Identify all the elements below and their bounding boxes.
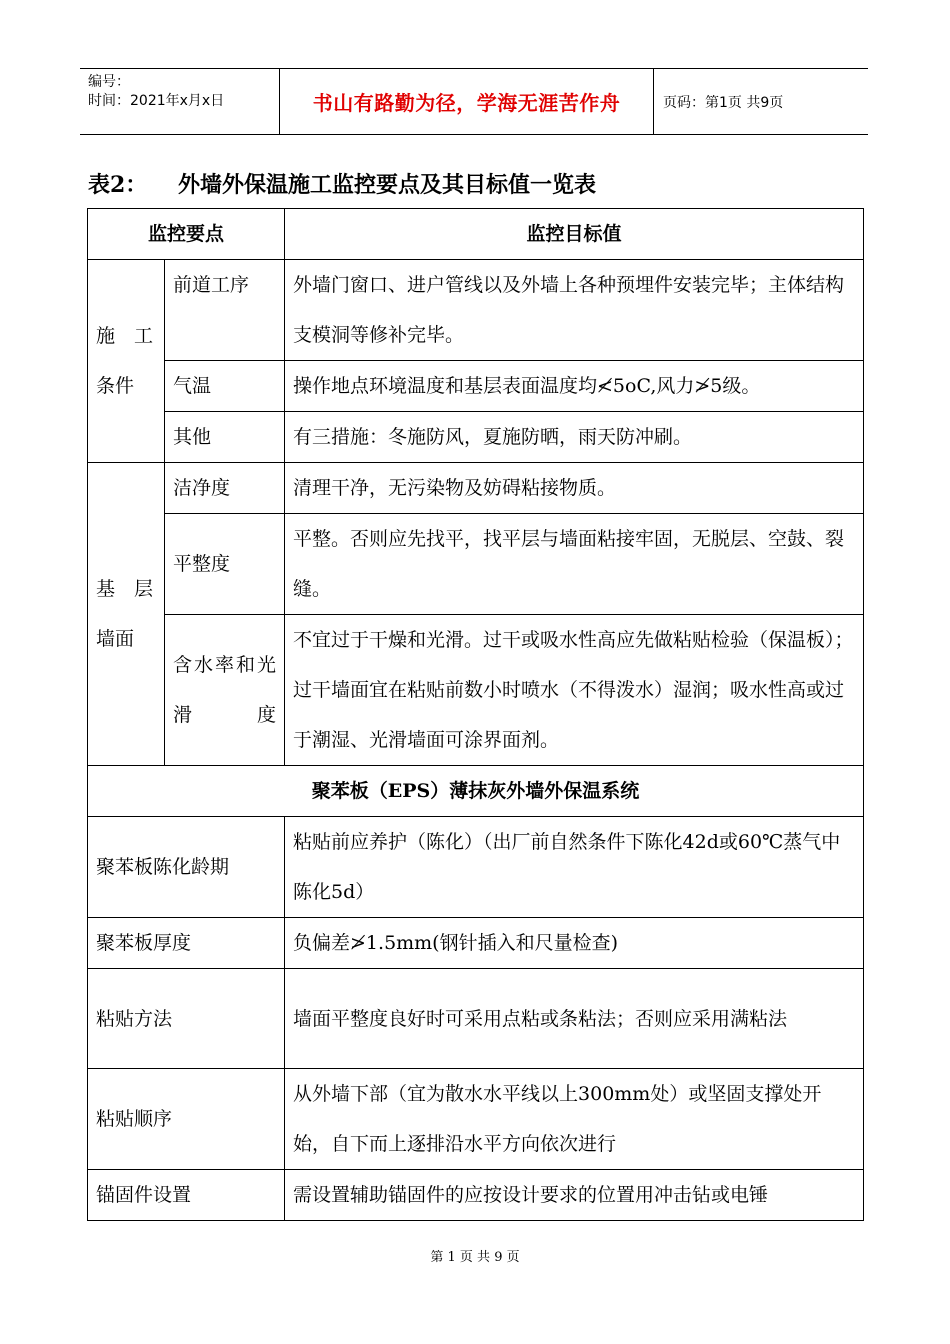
row-label-flatness: 平整度 <box>165 514 285 615</box>
row-label-anchor: 锚固件设置 <box>88 1170 285 1221</box>
row-value-temperature: 操作地点环境温度和基层表面温度均≮5oC,风力≯5级。 <box>285 361 864 412</box>
header-page-info: 页码：第1页 共9页 <box>663 94 784 111</box>
table-row <box>88 1170 864 1221</box>
col-header-target: 监控目标值 <box>285 209 864 260</box>
group-base-wall: 基 层墙面 <box>88 463 165 766</box>
header-meta <box>80 69 280 134</box>
table-row <box>88 361 864 412</box>
row-value-other: 有三措施：冬施防风，夏施防晒，雨天防冲刷。 <box>285 412 864 463</box>
table-row <box>88 412 864 463</box>
page-footer: 第 1 页 共 9 页 <box>430 1250 520 1265</box>
row-label-prev-process: 前道工序 <box>165 260 285 361</box>
row-label-aging: 聚苯板陈化龄期 <box>88 817 285 918</box>
row-label-temperature: 气温 <box>165 361 285 412</box>
doc-date-label: 时间：2021年x月x日 <box>88 93 225 109</box>
doc-number-label: 编号： <box>88 74 130 90</box>
table-row <box>88 969 864 1069</box>
row-value-anchor: 需设置辅助锚固件的应按设计要求的位置用冲击钻或电锤 <box>285 1170 864 1221</box>
table-row <box>88 615 864 766</box>
row-value-prev-process: 外墙门窗口、进户管线以及外墙上各种预埋件安装完毕；主体结构支模洞等修补完毕。 <box>285 260 864 361</box>
table-header-row <box>88 209 864 260</box>
table-row <box>88 260 864 361</box>
row-value-thickness: 负偏差≯1.5mm(钢针插入和尺量检查) <box>285 918 864 969</box>
table-row <box>88 463 864 514</box>
row-value-method: 墙面平整度良好时可采用点粘或条粘法；否则应采用满粘法 <box>285 969 864 1069</box>
group-construction-conditions: 施 工条件 <box>88 260 165 463</box>
row-label-cleanliness: 洁净度 <box>165 463 285 514</box>
table-row <box>88 1069 864 1170</box>
row-label-thickness: 聚苯板厚度 <box>88 918 285 969</box>
row-value-moisture: 不宜过于干燥和光滑。过干或吸水性高应先做粘贴检验（保温板）；过干墙面宜在粘贴前数小时喷水（不得泼水）湿润；吸水性高或过于潮湿、光滑墙面可涂界面剂。 <box>285 615 864 766</box>
table-number: 表2： <box>88 172 148 198</box>
header-motto: 书山有路勤为径，学海无涯苦作舟 <box>280 69 654 134</box>
table-title <box>88 168 596 199</box>
table-row <box>88 514 864 615</box>
table-row <box>88 918 864 969</box>
row-value-aging: 粘贴前应养护（陈化）（出厂前自然条件下陈化42d或60℃蒸气中陈化5d） <box>285 817 864 918</box>
table-row <box>88 817 864 918</box>
col-header-key: 监控要点 <box>88 209 285 260</box>
row-value-order: 从外墙下部（宜为散水水平线以上300mm处）或坚固支撑处开始，自下而上逐排沿水平方向依次进行 <box>285 1069 864 1170</box>
table-title-text: 外墙外保温施工监控要点及其目标值一览表 <box>178 172 597 198</box>
row-label-order: 粘贴顺序 <box>88 1069 285 1170</box>
row-value-flatness: 平整。否则应先找平，找平层与墙面粘接牢固，无脱层、空鼓、裂缝。 <box>285 514 864 615</box>
row-label-other: 其他 <box>165 412 285 463</box>
monitoring-table <box>87 208 864 1221</box>
row-label-moisture: 含水率和光滑度 <box>165 615 285 766</box>
row-label-method: 粘贴方法 <box>88 969 285 1069</box>
table-section-row <box>88 766 864 817</box>
row-value-cleanliness: 清理干净，无污染物及妨碍粘接物质。 <box>285 463 864 514</box>
section-eps-system: 聚苯板（EPS）薄抹灰外墙外保温系统 <box>88 766 864 817</box>
page-header <box>80 68 868 135</box>
